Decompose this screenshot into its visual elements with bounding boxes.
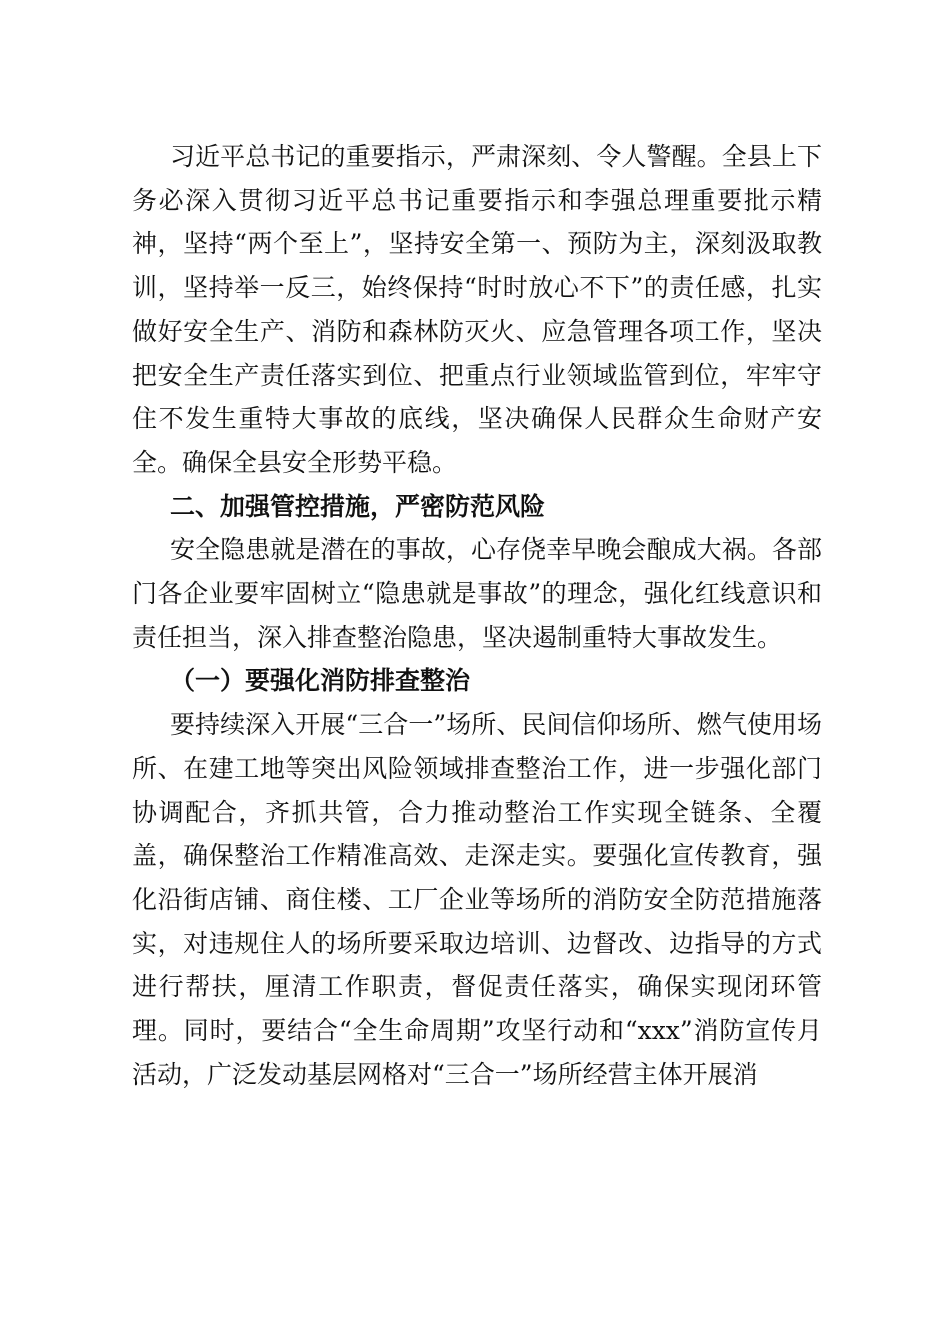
document-body bbox=[132, 135, 822, 1096]
paragraph-intro: 习近平总书记的重要指示，严肃深刻、令人警醒。全县上下务必深入贯彻习近平总书记重要指示和李强总理重要批示精神，坚持“两个至上”，坚持安全第一、预防为主，深刻汲取教训，坚持举一反三，始终保持“时时放心不下”的责任感，扎实做好安全生产、消防和森林防灭火、应急管理各项工作，坚决把安全生产责任落实到位、把重点行业领域监管到位，牢牢守住不发生重特大事故的底线，坚决确保人民群众生命财产安全。确保全县安全形势平稳。 bbox=[132, 142, 822, 477]
paragraph-fire-safety: 要持续深入开展“三合一”场所、民间信仰场所、燃气使用场所、在建工地等突出风险领域排查整治工作，进一步强化部门协调配合，齐抓共管，合力推动整治工作实现全链条、全覆盖，确保整治工作精准高效、走深走实。要强化宣传教育，强化沿街店铺、商住楼、工厂企业等场所的消防安全防范措施落实，对违规住人的场所要采取边培训、边督改、边指导的方式进行帮扶，厘清工作职责，督促责任落实，确保实现闭环管理。同时，要结合“全生命周期”攻坚行动和“xxx”消防宣传月活动，广泛发动基层网格对“三合一”场所经营主体开展消 bbox=[132, 710, 822, 1089]
paragraph-risk: 安全隐患就是潜在的事故，心存侥幸早晚会酿成大祸。各部门各企业要牢固树立“隐患就是事故”的理念，强化红线意识和责任担当，深入排查整治隐患，坚决遏制重特大事故发生。 bbox=[132, 535, 822, 652]
subsection-heading-1: （一）要强化消防排查整治 bbox=[170, 666, 471, 696]
section-heading-2: 二、加强管控措施，严密防范风险 bbox=[170, 491, 546, 521]
